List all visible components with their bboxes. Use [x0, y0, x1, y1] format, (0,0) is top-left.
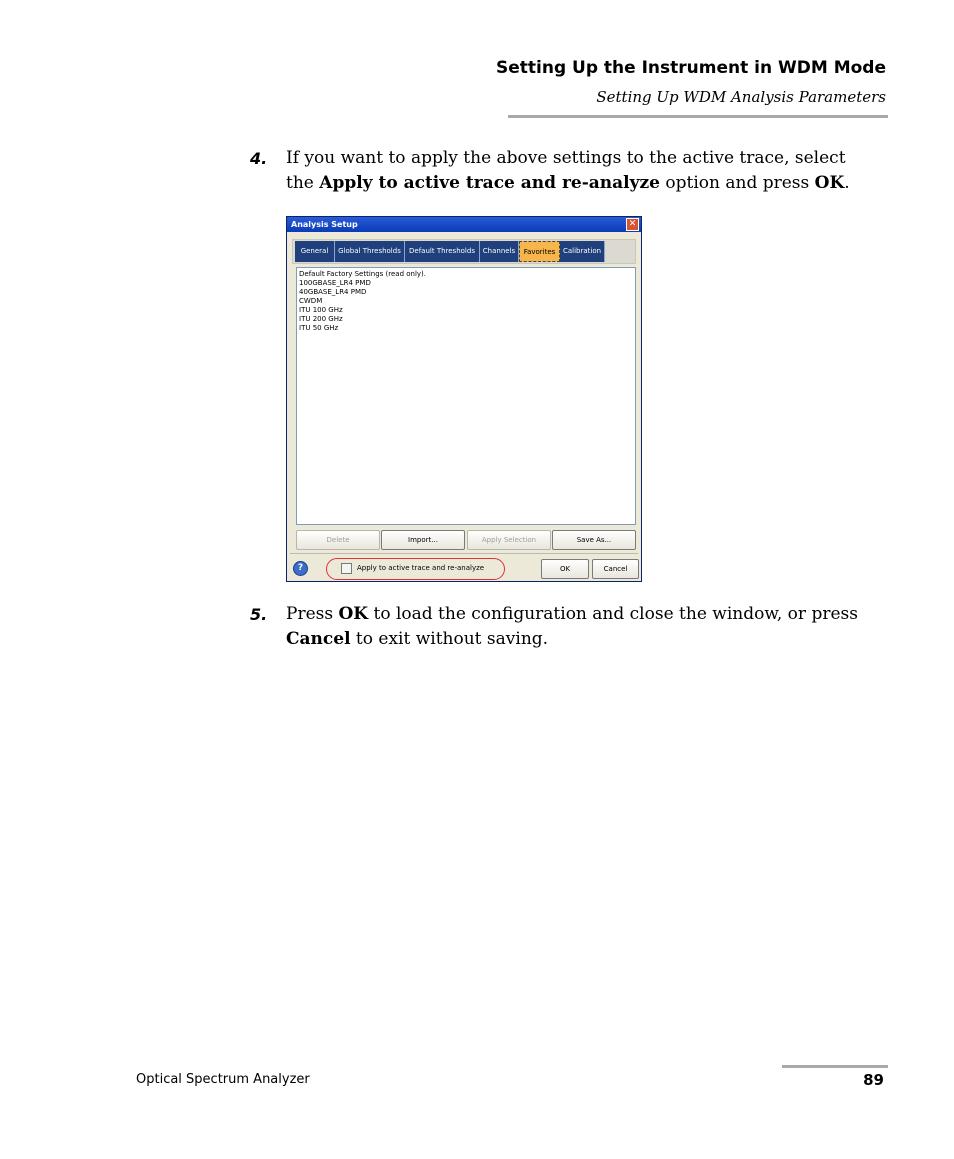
list-item[interactable]: ITU 50 GHz: [299, 324, 339, 332]
step-text-run: option and press: [659, 173, 815, 193]
delete-button[interactable]: Delete: [296, 530, 380, 550]
tab-calibration[interactable]: Calibration: [560, 241, 605, 262]
list-item[interactable]: ITU 200 GHz: [299, 315, 343, 323]
favorites-list[interactable]: [296, 267, 636, 525]
tab-general[interactable]: General: [295, 241, 335, 262]
tab-strip: [292, 239, 636, 264]
list-item[interactable]: Default Factory Settings (read only).: [299, 270, 427, 278]
step-text-run: to exit without saving.: [350, 629, 549, 649]
step-number: 5.: [250, 605, 268, 624]
import-button[interactable]: Import...: [381, 530, 465, 550]
list-item[interactable]: 100GBASE_LR4 PMD: [299, 279, 371, 287]
list-item[interactable]: 40GBASE_LR4 PMD: [299, 288, 367, 296]
step-number: 4.: [250, 149, 268, 168]
dialog-separator: [290, 553, 638, 554]
apply-selection-button[interactable]: Apply Selection: [467, 530, 551, 550]
analysis-setup-dialog: [286, 216, 642, 582]
list-item[interactable]: CWDM: [299, 297, 323, 305]
save-as-button[interactable]: Save As...: [552, 530, 636, 550]
tab-default-thresholds[interactable]: Default Thresholds: [405, 241, 480, 262]
running-header-title: Setting Up the Instrument in WDM Mode: [495, 58, 886, 78]
step-text-bold: OK: [338, 604, 369, 624]
step-5: [250, 602, 870, 652]
running-header-subtitle: Setting Up WDM Analysis Parameters: [596, 88, 886, 106]
cancel-button[interactable]: Cancel: [592, 559, 639, 579]
footer-doc-title: Optical Spectrum Analyzer: [136, 1072, 310, 1087]
apply-reanalyze-label[interactable]: Apply to active trace and re-analyze: [357, 564, 485, 572]
list-item[interactable]: ITU 100 GHz: [299, 306, 343, 314]
step-text-run: If you want to apply the above settings to the active trace, select the: [286, 148, 846, 193]
header-rule: [508, 115, 888, 118]
step-text-bold: Cancel: [286, 629, 351, 649]
step-text-bold: OK: [814, 173, 845, 193]
dialog-title: Analysis Setup: [287, 217, 641, 232]
footer-rule: [782, 1065, 888, 1068]
help-icon[interactable]: ?: [293, 561, 308, 576]
tab-channels[interactable]: Channels: [480, 241, 519, 262]
step-text: [286, 602, 870, 652]
step-4: [250, 146, 870, 196]
apply-reanalyze-checkbox[interactable]: [341, 563, 352, 574]
ok-button[interactable]: OK: [541, 559, 589, 579]
apply-reanalyze-highlight: [326, 558, 505, 580]
step-text-run: to load the configuration and close the window, or press: [368, 604, 858, 624]
tab-favorites[interactable]: Favorites: [519, 241, 560, 262]
step-text: [286, 146, 870, 196]
page-number: 89: [863, 1071, 884, 1089]
close-icon[interactable]: ✕: [626, 218, 639, 231]
step-text-bold: Apply to active trace and re-analyze: [319, 173, 660, 193]
tab-global-thresholds[interactable]: Global Thresholds: [335, 241, 405, 262]
step-text-run: .: [844, 173, 850, 193]
step-text-run: Press: [286, 604, 339, 624]
